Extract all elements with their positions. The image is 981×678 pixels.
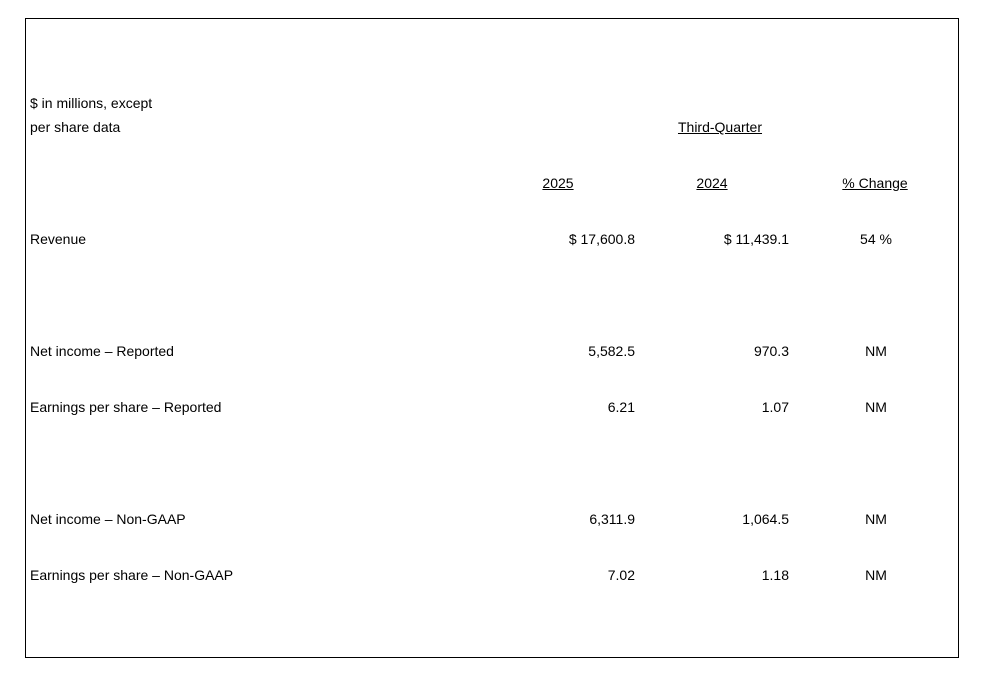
row-label-eps-reported: Earnings per share – Reported xyxy=(30,399,222,415)
net-income-non-gaap-2024-value: 1,064.5 xyxy=(742,511,789,527)
units-label-line2: per share data xyxy=(30,119,121,135)
revenue-2025-value: $ 17,600.8 xyxy=(568,231,635,247)
net-income-reported-2025-value: 5,582.5 xyxy=(588,343,635,359)
period-header: Third-Quarter xyxy=(677,119,763,135)
net-income-reported-2024-value: 970.3 xyxy=(753,343,789,359)
net-income-non-gaap-change-value: NM xyxy=(865,511,887,527)
eps-non-gaap-change-value: NM xyxy=(865,567,887,583)
eps-non-gaap-2024-value: 1.18 xyxy=(761,567,789,583)
eps-reported-change-value: NM xyxy=(865,399,887,415)
revenue-2024-value: $ 11,439.1 xyxy=(723,231,789,247)
column-header-2025: 2025 xyxy=(542,175,574,191)
row-label-revenue: Revenue xyxy=(30,231,87,247)
column-header-2024: 2024 xyxy=(696,175,728,191)
table-frame xyxy=(25,18,959,658)
column-header-change: % Change xyxy=(842,175,908,191)
net-income-reported-change-value: NM xyxy=(865,343,887,359)
eps-non-gaap-2025-value: 7.02 xyxy=(607,567,635,583)
net-income-non-gaap-2025-value: 6,311.9 xyxy=(589,511,635,527)
revenue-change-value: 54 % xyxy=(860,231,892,247)
eps-reported-2025-value: 6.21 xyxy=(607,399,635,415)
row-label-net-income-reported: Net income – Reported xyxy=(30,343,174,359)
units-label-line1: $ in millions, except xyxy=(30,95,153,111)
row-label-eps-non-gaap: Earnings per share – Non-GAAP xyxy=(30,567,234,583)
row-label-net-income-non-gaap: Net income – Non-GAAP xyxy=(30,511,186,527)
eps-reported-2024-value: 1.07 xyxy=(761,399,789,415)
